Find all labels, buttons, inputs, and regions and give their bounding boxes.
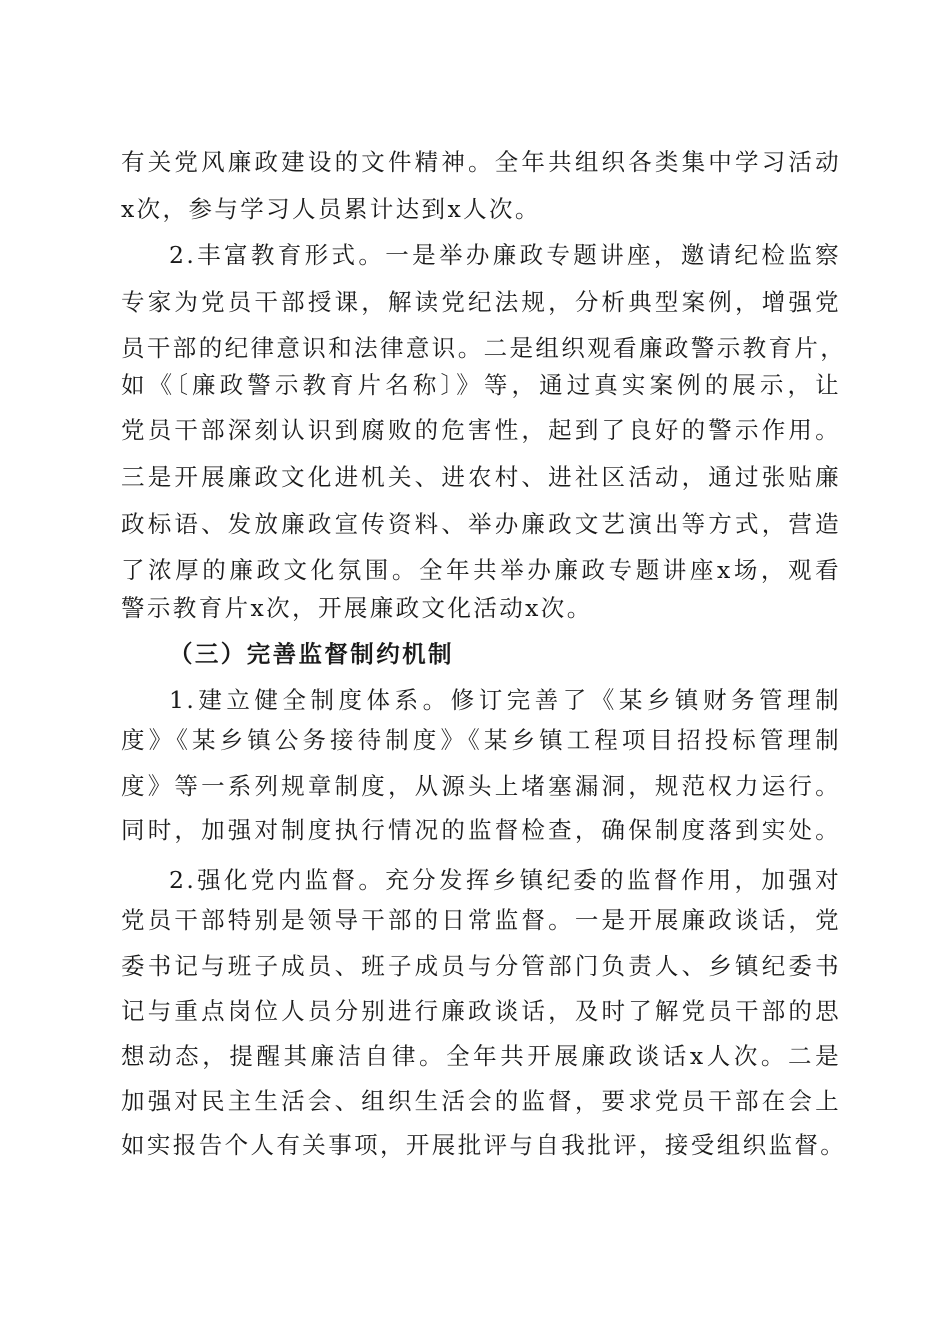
body-text-line: 警示教育片x次，开展廉政文化活动x次。 [121,594,593,622]
body-text-line: 党员干部特别是领导干部的日常监督。一是开展廉政谈话，党 [121,906,841,934]
body-text-line: 委书记与班子成员、班子成员与分管部门负责人、乡镇纪委书 [121,952,841,980]
body-text-line: 如《〔廉政警示教育片名称〕》等，通过真实案例的展示，让 [121,371,841,399]
body-text-line: 三是开展廉政文化进机关、进农村、进社区活动，通过张贴廉 [121,463,841,491]
body-text-line: 如实报告个人有关事项，开展批评与自我批评，接受组织监督。 [121,1131,847,1159]
body-text-line: 专家为党员干部授课，解读党纪法规，分析典型案例，增强党 [121,288,841,316]
body-text-line: 度》等一系列规章制度，从源头上堵塞漏洞，规范权力运行。 [121,772,841,800]
paragraph-start-line: 1.建立健全制度体系。修订完善了《某乡镇财务管理制 [169,686,841,714]
body-text-line: 加强对民主生活会、组织生活会的监督，要求党员干部在会上 [121,1087,841,1115]
body-text-line: 了浓厚的廉政文化氛围。全年共举办廉政专题讲座x场，观看 [121,556,841,584]
body-text-line: x次，参与学习人员累计达到x人次。 [121,195,541,223]
body-text-line: 记与重点岗位人员分别进行廉政谈话，及时了解党员干部的思 [121,997,841,1025]
body-text-line: 同时，加强对制度执行情况的监督检查，确保制度落到实处。 [121,816,841,844]
section-heading: （三）完善监督制约机制 [169,640,454,668]
paragraph-start-line: 2.强化党内监督。充分发挥乡镇纪委的监督作用，加强对 [169,866,841,894]
body-text-line: 员干部的纪律意识和法律意识。二是组织观看廉政警示教育片， [121,334,847,362]
body-text-line: 度》《某乡镇公务接待制度》《某乡镇工程项目招投标管理制 [121,726,841,754]
body-text-line: 想动态，提醒其廉洁自律。全年共开展廉政谈话x人次。二是 [121,1042,841,1070]
body-text-line: 党员干部深刻认识到腐败的危害性，起到了良好的警示作用。 [121,416,841,444]
paragraph-start-line: 2.丰富教育形式。一是举办廉政专题讲座，邀请纪检监察 [169,241,841,269]
body-text-line: 有关党风廉政建设的文件精神。全年共组织各类集中学习活动 [121,148,841,176]
body-text-line: 政标语、发放廉政宣传资料、举办廉政文艺演出等方式，营造 [121,510,841,538]
